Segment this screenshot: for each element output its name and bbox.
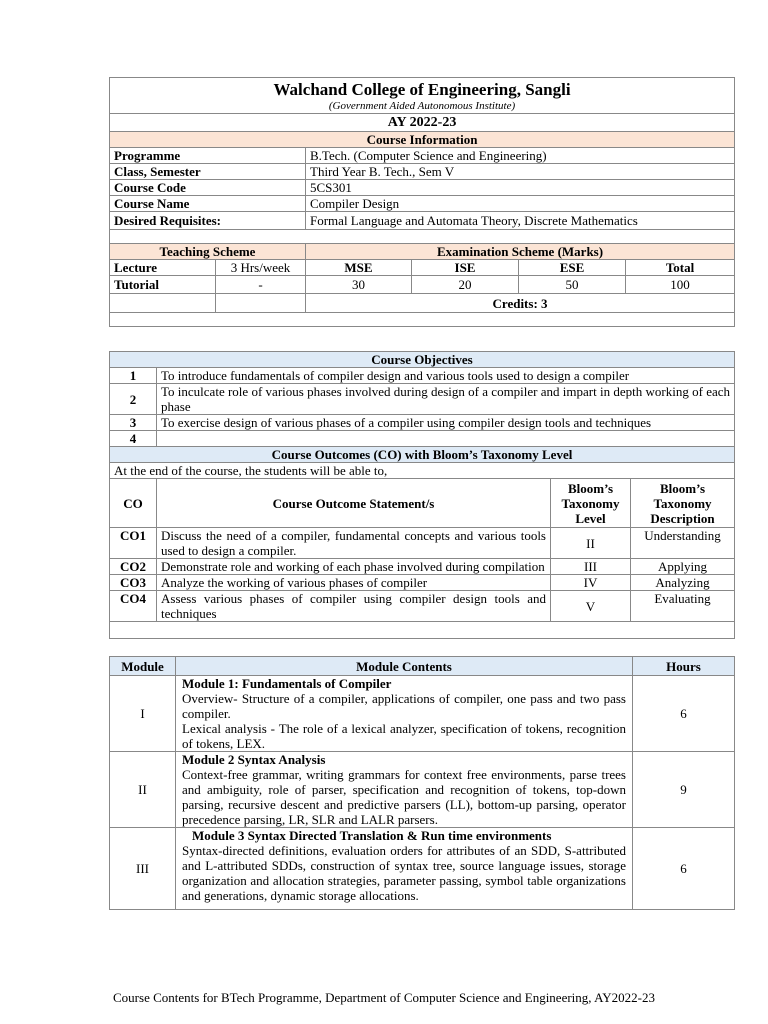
co-desc: Applying (631, 559, 735, 575)
objective-num: 1 (110, 368, 157, 384)
co-id: CO3 (110, 575, 157, 591)
info-label: Course Name (110, 196, 306, 212)
teaching-scheme-heading: Teaching Scheme (110, 244, 306, 260)
info-value: B.Tech. (Computer Science and Engineering) (306, 148, 735, 164)
info-value: Third Year B. Tech., Sem V (306, 164, 735, 180)
module-title: Module 2 Syntax Analysis (182, 752, 326, 767)
course-info-table (109, 77, 735, 327)
module-title: Module 3 Syntax Directed Translation & Run time environments (192, 828, 552, 843)
exam-col: Total (626, 260, 735, 276)
module-hours: 9 (633, 752, 735, 828)
co-desc: Understanding (631, 528, 735, 559)
college-name: Walchand College of Engineering, Sangli (273, 80, 571, 99)
page-footer: Course Contents for BTech Programme, Department of Computer Science and Engineering, AY2022-23 (113, 990, 655, 1005)
exam-scheme-heading: Examination Scheme (Marks) (306, 244, 735, 260)
exam-val: 30 (306, 276, 412, 294)
objective-num: 4 (110, 431, 157, 447)
module-col-header: Module (110, 657, 176, 676)
module-hours: 6 (633, 676, 735, 752)
module-hours: 6 (633, 828, 735, 910)
course-info-heading: Course Information (110, 132, 735, 148)
info-label: Course Code (110, 180, 306, 196)
exam-col: ISE (412, 260, 519, 276)
co-desc: Evaluating (631, 591, 735, 622)
co-col-header: CO (110, 479, 157, 528)
desc-col-header: Bloom’s Taxonomy Description (631, 479, 735, 528)
co-statement: Discuss the need of a compiler, fundamental concepts and various tools used to design a compiler. (157, 528, 551, 559)
hours-col-header: Hours (633, 657, 735, 676)
co-level: V (551, 591, 631, 622)
outcomes-heading: Course Outcomes (CO) with Bloom’s Taxonomy Level (110, 447, 735, 463)
objective-text: To inculcate role of various phases involved during design of a compiler and impart in depth working of each phase (157, 384, 735, 415)
lecture-value: 3 Hrs/week (216, 260, 306, 276)
co-level: IV (551, 575, 631, 591)
exam-val: 100 (626, 276, 735, 294)
co-level: II (551, 528, 631, 559)
module-paragraph: Context-free grammar, writing grammars for context free environments, parse trees and ambiguity, role of parser, specification and recognition of tokens, top-down parsing, recursive descent and predictive parsers (LL), bottom-up parsing, operator precedence parsing, LR, SLR and LALR parsers. (182, 767, 626, 827)
tutorial-value: - (216, 276, 306, 294)
co-id: CO1 (110, 528, 157, 559)
co-desc: Analyzing (631, 575, 735, 591)
info-value: Formal Language and Automata Theory, Discrete Mathematics (306, 212, 735, 230)
co-statement: Assess various phases of compiler using compiler design tools and techniques (157, 591, 551, 622)
objective-num: 3 (110, 415, 157, 431)
module-id: II (110, 752, 176, 828)
exam-col: MSE (306, 260, 412, 276)
exam-val: 50 (519, 276, 626, 294)
objective-text (157, 431, 735, 447)
module-title: Module 1: Fundamentals of Compiler (182, 676, 392, 691)
exam-val: 20 (412, 276, 519, 294)
info-label: Programme (110, 148, 306, 164)
co-id: CO4 (110, 591, 157, 622)
info-label: Desired Requisites: (110, 212, 306, 230)
contents-col-header: Module Contents (176, 657, 633, 676)
info-label: Class, Semester (110, 164, 306, 180)
co-statement: Analyze the working of various phases of compiler (157, 575, 551, 591)
module-paragraph: Overview- Structure of a compiler, applications of compiler, one pass and two pass compiler. (182, 691, 626, 721)
institute-type: (Government Aided Autonomous Institute) (328, 100, 516, 112)
info-value: 5CS301 (306, 180, 735, 196)
module-id: I (110, 676, 176, 752)
objective-text: To exercise design of various phases of a compiler using compiler design tools and techniques (157, 415, 735, 431)
level-col-header: Bloom’s Taxonomy Level (551, 479, 631, 528)
modules-table (109, 656, 735, 910)
module-paragraph: Lexical analysis - The role of a lexical analyzer, specification of tokens, recognition of tokens, LEX. (182, 721, 626, 751)
objective-text: To introduce fundamentals of compiler design and various tools used to design a compiler (157, 368, 735, 384)
objectives-outcomes-table (109, 351, 735, 639)
co-level: III (551, 559, 631, 575)
academic-year: AY 2022-23 (110, 114, 735, 132)
exam-col: ESE (519, 260, 626, 276)
tutorial-label: Tutorial (110, 276, 216, 294)
outcomes-intro: At the end of the course, the students will be able to, (110, 463, 735, 479)
module-paragraph: Syntax-directed definitions, evaluation orders for attributes of an SDD, S-attributed and L-attributed SDDs, construction of syntax tree, source language issues, storage organization and allocation strategies, parameter passing, symbol table organizations and generations, dynamic storage allocations. (182, 843, 626, 903)
co-id: CO2 (110, 559, 157, 575)
objective-num: 2 (110, 384, 157, 415)
credits: Credits: 3 (306, 294, 735, 313)
module-id: III (110, 828, 176, 910)
statement-col-header: Course Outcome Statement/s (157, 479, 551, 528)
info-value: Compiler Design (306, 196, 735, 212)
objectives-heading: Course Objectives (110, 352, 735, 368)
lecture-label: Lecture (110, 260, 216, 276)
co-statement: Demonstrate role and working of each phase involved during compilation (157, 559, 551, 575)
